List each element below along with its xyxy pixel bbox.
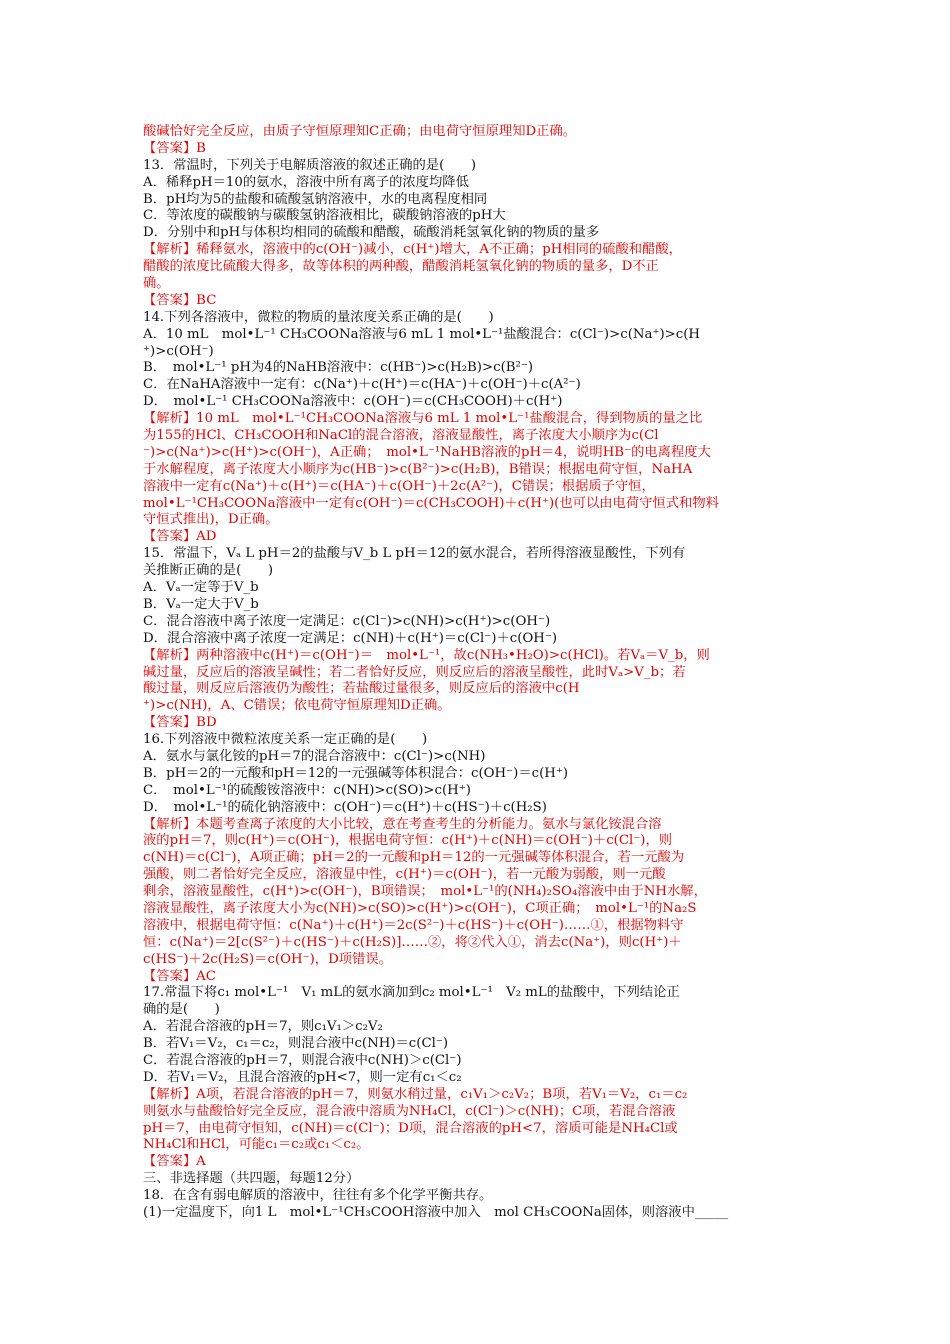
answer-text-line: 【答案】BC bbox=[143, 292, 217, 308]
question-text-line: 关推断正确的是( ) bbox=[143, 563, 274, 579]
question-text-line: A．10 mL mol•L⁻¹ CH₃COONa溶液与6 mL 1 mol•L⁻¹盐酸混合：c(Cl⁻)>c(Na⁺)>c(H bbox=[143, 326, 701, 342]
answer-text-line: 溶液中一定有c(Na⁺)＋c(H⁺)＝c(HA⁻)＋c(OH⁻)＋2c(A²⁻)，C错误；根据质子守恒， bbox=[143, 478, 655, 494]
question-text-line: (1)一定温度下，向1 L mol•L⁻¹CH₃COOH溶液中加入 mol CH₃COONa固体，则溶液中_____ bbox=[143, 1205, 729, 1220]
question-text-line: D．若V₁＝V₂，且混合溶液的pH<7，则一定有c₁＜c₂ bbox=[143, 1069, 462, 1085]
answer-text-line: 溶液显酸性，离子浓度大小为c(NH)>c(SO)>c(H⁺)>c(OH⁻)，C项正确； mol•L⁻¹的Na₂S bbox=[143, 900, 697, 916]
question-text-line: 确的是( ) bbox=[143, 1002, 220, 1018]
answer-text-line: 为155的HCl、CH₃COOH和NaCl的混合溶液，溶液显酸性，离子浓度大小顺序为c(Cl bbox=[143, 428, 659, 444]
question-text-line: B．pH均为5的盐酸和硫酸氢钠溶液中，水的电离程度相同 bbox=[143, 191, 488, 207]
answer-text-line: 碱过量，反应后的溶液呈碱性；若二者恰好反应，则反应后的溶液呈酸性，此时Vₐ>V_b；若 bbox=[143, 664, 686, 680]
question-text-line: B．pH＝2的一元酸和pH＝12的一元强碱等体积混合：c(OH⁻)＝c(H⁺) bbox=[143, 765, 569, 781]
question-text-line: 17.常温下将c₁ mol•L⁻¹ V₁ mL的氨水滴加到c₂ mol•L⁻¹ V₂ mL的盐酸中，下列结论正 bbox=[143, 985, 680, 1001]
answer-text-line: 【答案】A bbox=[143, 1154, 206, 1170]
question-text-line: A．稀释pH＝10的氨水，溶液中所有离子的浓度均降低 bbox=[143, 174, 469, 190]
answer-text-line: 【答案】BD bbox=[143, 715, 217, 731]
answer-text-line: 【答案】AD bbox=[143, 529, 217, 545]
answer-text-line: 强酸，则二者恰好完全反应，溶液显中性，c(H⁺)＝c(OH⁻)，若一元酸为弱酸，则一元酸 bbox=[143, 867, 666, 883]
answer-text-line: 【解析】本题考查离子浓度的大小比较，意在考查考生的分析能力。氨水与氯化铵混合溶 bbox=[143, 816, 662, 832]
answer-text-line: 剩余，溶液显酸性，c(H⁺)>c(OH⁻)，B项错误； mol•L⁻¹的(NH₄)₂SO₄溶液中由于NH水解， bbox=[143, 884, 707, 900]
question-text-line: C．在NaHA溶液中一定有：c(Na⁺)＋c(H⁺)＝c(HA⁻)＋c(OH⁻)＋c(A²⁻) bbox=[143, 377, 581, 393]
question-text-line: C． mol•L⁻¹的硫酸铵溶液中：c(NH)>c(SO)>c(H⁺) bbox=[143, 782, 471, 798]
question-text-line: B． mol•L⁻¹ pH为4的NaHB溶液中：c(HB⁻)>c(H₂B)>c(B²⁻) bbox=[143, 360, 534, 376]
question-text-line: B．Vₐ一定大于V_b bbox=[143, 596, 259, 612]
question-text-line: D． mol•L⁻¹的硫化钠溶液中：c(OH⁻)＝c(H⁺)＋c(HS⁻)＋c(H₂S) bbox=[143, 799, 547, 815]
answer-text-line: 【答案】B bbox=[143, 140, 206, 156]
question-text-line: 16.下列溶液中微粒浓度关系一定正确的是( ) bbox=[143, 732, 428, 748]
answer-text-line: pH＝7，由电荷守恒知，c(NH)＝c(Cl⁻)；D项，混合溶液的pH<7，溶质可能是NH₄Cl或 bbox=[143, 1120, 678, 1136]
question-text-line: D．混合溶液中离子浓度一定满足：c(NH)＋c(H⁺)＝c(Cl⁻)＋c(OH⁻) bbox=[143, 630, 558, 646]
question-text-line: 13．常温时，下列关于电解质溶液的叙述正确的是( ) bbox=[143, 157, 477, 173]
question-text-line: 15．常温下，Vₐ L pH＝2的盐酸与V_b L pH＝12的氨水混合，若所得溶液显酸性，下列有 bbox=[143, 546, 686, 562]
question-text-line: D． mol•L⁻¹ CH₃COONa溶液中：c(OH⁻)＝c(CH₃COOH)＋c(H⁺) bbox=[143, 394, 563, 410]
answer-text-line: 酸碱恰好完全反应，由质子守恒原理知C正确；由电荷守恒原理知D正确。 bbox=[143, 124, 577, 139]
answer-text-line: 【解析】A项，若混合溶液的pH＝7，则氨水稍过量，c₁V₁＞c₂V₂；B项，若V₁＝V₂，c₁＝c₂ bbox=[143, 1086, 688, 1102]
answer-text-line: mol•L⁻¹CH₃COONa溶液中一定有c(OH⁻)＝c(CH₃COOH)＋c(H⁺)(也可以由电荷守恒式和物料 bbox=[143, 495, 719, 511]
question-text-line: C．等浓度的碳酸钠与碳酸氢钠溶液相比，碳酸钠溶液的pH大 bbox=[143, 208, 506, 224]
answer-text-line: 酸过量，则反应后溶液仍为酸性；若盐酸过量很多，则反应后的溶液中c(H bbox=[143, 681, 580, 697]
question-text-line: ⁺)>c(OH⁻) bbox=[143, 343, 214, 359]
answer-text-line: 【解析】稀释氨水，溶液中的c(OH⁻)减小，c(H⁺)增大，A不正确；pH相同的硫酸和醋酸， bbox=[143, 242, 682, 258]
answer-text-line: 【解析】两种溶液中c(H⁺)＝c(OH⁻)＝ mol•L⁻¹，故c(NH₃•H₂O)>c(HCl)。若Vₐ＝V_b，则 bbox=[143, 647, 710, 663]
question-text-line: C．若混合溶液的pH＝7，则混合液中c(NH)＞c(Cl⁻) bbox=[143, 1052, 462, 1068]
question-text-line: 18．在含有弱电解质的溶液中，往往有多个化学平衡共存。 bbox=[143, 1188, 493, 1204]
answer-text-line: 醋酸的浓度比硫酸大得多，故等体积的两种酸，醋酸消耗氢氧化钠的物质的量多，D不正 bbox=[143, 259, 659, 275]
answer-text-line: ⁺)>c(NH)，A、C错误；依电荷守恒原理知D正确。 bbox=[143, 698, 451, 714]
answer-text-line: 于水解程度，离子浓度大小顺序为c(HB⁻)>c(B²⁻)>c(H₂B)，B错误；根据电荷守恒，NaHA bbox=[143, 461, 693, 477]
answer-text-line: c(NH)＝c(Cl⁻)，A项正确；pH＝2的一元酸和pH＝12的一元强碱等体积混合，若一元酸为 bbox=[143, 850, 685, 866]
question-text-line: C．混合溶液中离子浓度一定满足：c(Cl⁻)>c(NH)>c(H⁺)>c(OH⁻) bbox=[143, 613, 551, 629]
answer-text-line: 确。 bbox=[143, 276, 170, 292]
answer-text-line: NH₄Cl和HCl，可能c₁＝c₂或c₁＜c₂。 bbox=[143, 1137, 370, 1153]
answer-text-line: 【答案】AC bbox=[143, 968, 216, 984]
question-text-line: B．若V₁＝V₂，c₁＝c₂，则混合液中c(NH)＝c(Cl⁻) bbox=[143, 1036, 449, 1052]
question-text-line: A．氨水与氯化铵的pH＝7的混合溶液中：c(Cl⁻)>c(NH) bbox=[143, 748, 486, 764]
document-body bbox=[143, 124, 811, 1222]
question-text-line: 三、非选择题（共四题，每题12分） bbox=[143, 1171, 360, 1187]
question-text-line: 14.下列各溶液中，微粒的物质的量浓度关系正确的是( ) bbox=[143, 309, 494, 325]
answer-text-line: c(HS⁻)＋2c(H₂S)＝c(OH⁻)，D项错误。 bbox=[143, 951, 392, 967]
answer-text-line: ⁻)>c(Na⁺)>c(H⁺)>c(OH⁻)，A正确； mol•L⁻¹NaHB溶液的pH＝4，说明HB⁻的电离程度大 bbox=[143, 444, 711, 460]
answer-text-line: 恒：c(Na⁺)＝2[c(S²⁻)＋c(HS⁻)＋c(H₂S)]……②，将②代入①，消去c(Na⁺)，则c(H⁺)＋ bbox=[143, 934, 682, 950]
answer-text-line: 守恒式推出)，D正确。 bbox=[143, 512, 279, 528]
question-text-line: A．Vₐ一定等于V_b bbox=[143, 580, 259, 596]
question-text-line: D．分别中和pH与体积均相同的硫酸和醋酸，硫酸消耗氢氧化钠的物质的量多 bbox=[143, 225, 600, 241]
answer-text-line: 溶液中，根据电荷守恒：c(Na⁺)＋c(H⁺)＝2c(S²⁻)＋c(HS⁻)＋c(OH⁻)……①，根据物料守 bbox=[143, 917, 684, 933]
answer-text-line: 液的pH＝7，则c(H⁺)＝c(OH⁻)，根据电荷守恒：c(H⁺)＋c(NH)＝c(OH⁻)＋c(Cl⁻)，则 bbox=[143, 833, 673, 849]
question-text-line: A．若混合溶液的pH＝7，则c₁V₁＞c₂V₂ bbox=[143, 1019, 383, 1035]
answer-text-line: 则氨水与盐酸恰好完全反应，混合液中溶质为NH₄Cl，c(Cl⁻)＞c(NH)；C项，若混合溶液 bbox=[143, 1103, 676, 1119]
answer-text-line: 【解析】10 mL mol•L⁻¹CH₃COONa溶液与6 mL 1 mol•L⁻¹盐酸混合，得到物质的量之比 bbox=[143, 411, 703, 427]
